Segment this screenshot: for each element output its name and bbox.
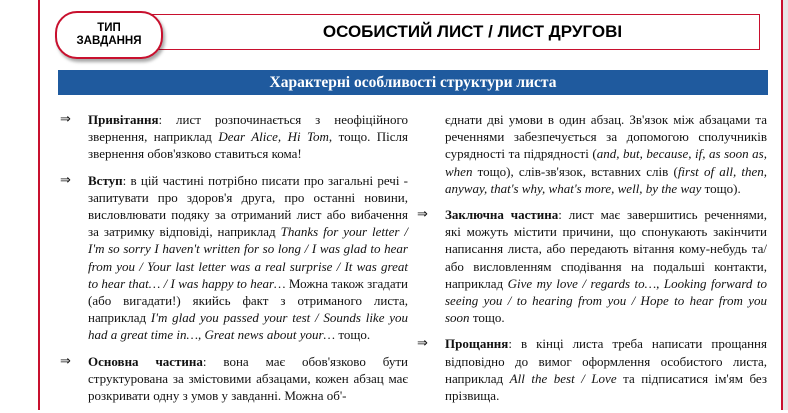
double-arrow-icon: ⇒ bbox=[60, 112, 71, 127]
task-type-badge-line2: ЗАВДАННЯ bbox=[76, 35, 142, 47]
list-item-intro bbox=[58, 172, 408, 344]
double-arrow-icon: ⇒ bbox=[60, 353, 71, 369]
item-example: Give my love / regards to…, Looking forward to seeing you / to hearing from you / Hope to hear from you soon bbox=[445, 275, 767, 326]
item-text: : лист розпочинається з неофіційного звернення, наприклад bbox=[88, 112, 408, 145]
item-text: : лист має завершитись реченнями, які можуть містити причини, що спонукають закінчити написання листа, або передають вітання кому-небудь та/або висловленням сподівання на подальші контакти, наприклад bbox=[445, 207, 767, 291]
task-type-badge bbox=[55, 11, 163, 59]
page-title-bar bbox=[150, 14, 760, 50]
double-arrow-icon: ⇒ bbox=[60, 172, 71, 188]
list-item-main-continued bbox=[415, 111, 767, 197]
item-text: єднати дві умови в один абзац. Зв'язок між абзацами та реченнями забезпечується за допомогою сполучників сурядності та підрядності ( bbox=[445, 112, 767, 162]
list-item-greeting bbox=[58, 111, 408, 163]
item-example: All the best / Love bbox=[509, 370, 617, 386]
double-arrow-icon: ⇒ bbox=[417, 336, 428, 352]
double-arrow-icon: ⇒ bbox=[417, 207, 428, 223]
page-shadow bbox=[783, 0, 788, 410]
item-text: тощо). bbox=[701, 180, 741, 196]
item-text: : вона має обов'язково бути структурована за змістовими абзацами, кожен абзац має розкривати одну з умов у завданні. Можна об'- bbox=[88, 353, 408, 404]
page-title: ОСОБИСТИЙ ЛИСТ / ЛИСТ ДРУГОВІ bbox=[322, 22, 623, 41]
item-term: Прощання bbox=[445, 336, 509, 352]
item-term: Заключна частина bbox=[445, 207, 559, 223]
item-term: Вступ bbox=[88, 172, 123, 188]
item-text: тощо), слів-зв'язок, вставних слів ( bbox=[472, 163, 678, 179]
item-text: та підписатися ім'ям без прізвища. bbox=[445, 370, 767, 404]
item-text: : в кінці листа треба написати прощання відповідно до вимог оформлення особистого листа, наприклад bbox=[445, 336, 767, 386]
item-text: : в цій частині потрібно писати про загальні речі - запитувати про здоров'я друга, про останні новини, висловлювати подяку за отриманий лист або вибачення за затримку відповіді, наприклад bbox=[88, 172, 408, 240]
item-text: тощо. bbox=[335, 327, 371, 343]
item-example: Dear Alice, Hi Tom bbox=[218, 129, 329, 145]
item-term: Привітання bbox=[88, 112, 159, 127]
section-banner bbox=[58, 70, 768, 95]
item-text: Можна також згадати (або вигадати!) якийсь факт з отриманого листа, наприклад bbox=[88, 275, 408, 326]
task-type-badge-line1: ТИП bbox=[97, 22, 121, 34]
left-column bbox=[58, 111, 408, 413]
right-column bbox=[415, 111, 767, 413]
list-item-farewell bbox=[415, 335, 767, 404]
item-text: тощо. bbox=[469, 310, 505, 326]
item-example: first of all, then, anyway, that's why, what's more, well, by the way bbox=[445, 163, 767, 196]
item-example: Thanks for your letter / I'm so sorry I haven't written for so long / I was glad to hear from you / Your last letter was a real surprise / It was great to hear that… / I was happy to hear… bbox=[88, 224, 408, 291]
item-term: Основна частина bbox=[88, 353, 203, 369]
section-banner-text: Характерні особливості структури листа bbox=[269, 73, 557, 91]
item-text: , тощо. Після звернення обов'язково ставиться кома! bbox=[88, 129, 408, 162]
list-item-main bbox=[58, 353, 408, 405]
item-example: I'm glad you passed your test / Sounds like you had a great time in…, Great news about your… bbox=[88, 310, 408, 343]
list-item-closing bbox=[415, 206, 767, 326]
item-example: and, but, because, if, as soon as, when bbox=[445, 146, 767, 179]
